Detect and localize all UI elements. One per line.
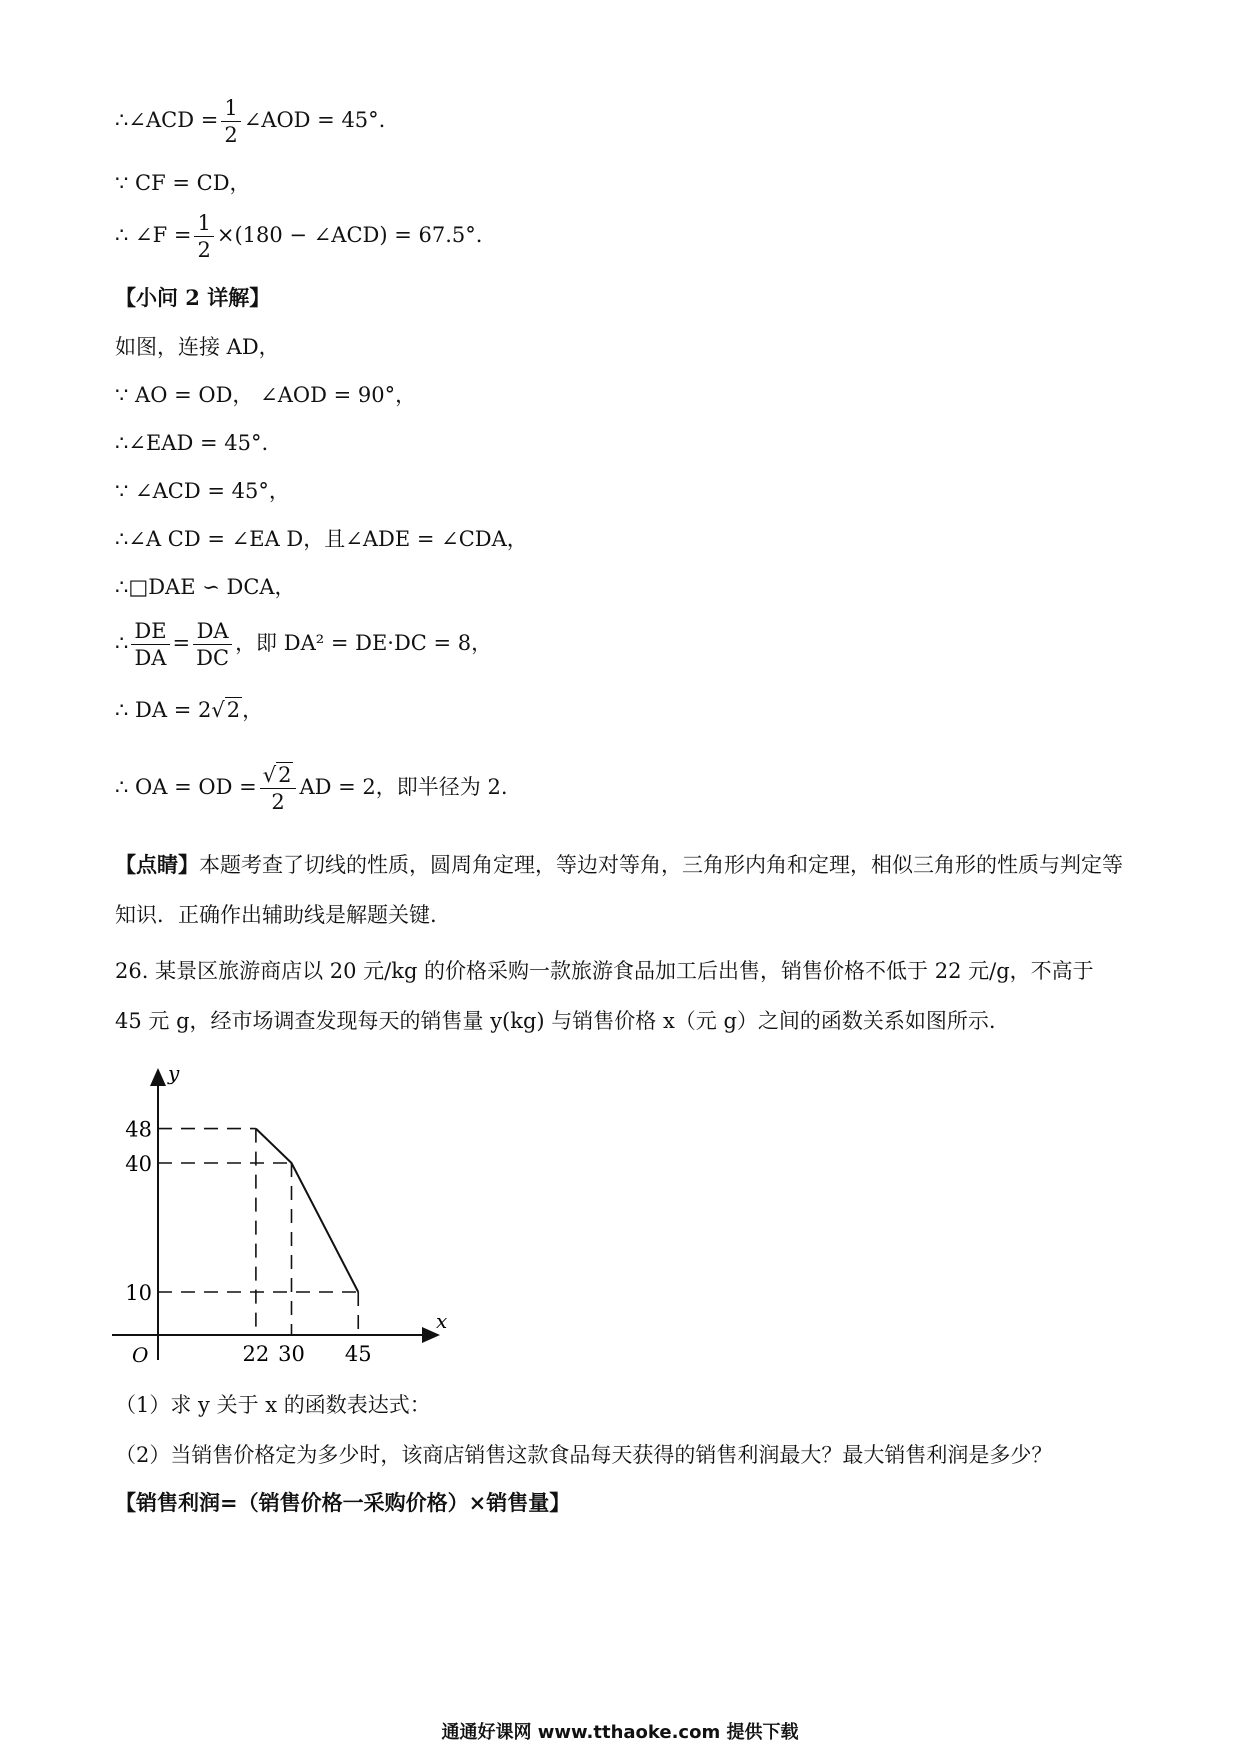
- question-1: （1）求 y 关于 x 的函数表达式：: [115, 1393, 431, 1417]
- fraction-one-half: $\frac{1}{2}$: [194, 210, 213, 263]
- section-heading-part2: 【小问 2 详解】: [115, 285, 271, 310]
- comment-paragraph: [115, 840, 1125, 940]
- question-2: （2）当销售价格定为多少时，该商店销售这款食品每天获得的销售利润最大？最大销售利润是多少？: [115, 1443, 1053, 1467]
- comment-label: 【点睛】: [115, 852, 199, 877]
- fraction-one-half: $\frac{1}{2}$: [221, 95, 240, 148]
- x-tick-label: 30: [278, 1342, 305, 1366]
- line-da-value: ∴ DA = 2√2，: [115, 695, 263, 725]
- line-ao-od: ∵ AO = OD， ∠AOD = 90°，: [115, 383, 417, 407]
- y-axis-label: y: [168, 1061, 180, 1085]
- line-angle-ead: ∴∠EAD = 45°.: [115, 431, 269, 455]
- line-cf-cd: ∵ CF = CD，: [115, 171, 251, 195]
- y-tick-label: 48: [125, 1117, 152, 1142]
- line-angle-equality: ∴∠A CD = ∠EA D，且∠ADE = ∠CDA，: [115, 527, 528, 551]
- problem-26-text: 26. 某景区旅游商店以 20 元/kg 的价格采购一款旅游食品加工后出售，销售价格不低于 22 元/g，不高于 45 元 g，经市场调查发现每天的销售量 y(kg) 与销售价格 x（元 g）之间的函数关系如图所示.: [115, 959, 1094, 1033]
- line-similar-triangles: ∴□DAE ∽ DCA，: [115, 575, 296, 599]
- line-angle-f: ∴ ∠F = $\frac{1}{2}$ ×(180 − ∠ACD) = 67.5°.: [115, 211, 483, 262]
- line-angle-acd: ∴∠ACD = $\frac{1}{2}$ ∠AOD = 45°.: [115, 96, 386, 147]
- line-angle-acd-45: ∵ ∠ACD = 45°，: [115, 479, 290, 503]
- origin-label: O: [132, 1343, 149, 1367]
- fraction-da-dc: $\frac{DA}{DC}$: [193, 618, 232, 671]
- y-tick-label: 40: [125, 1152, 152, 1176]
- fraction-sqrt2-over-2: $\frac{√2}{2}$: [260, 762, 297, 815]
- series-line: [256, 1129, 358, 1292]
- y-tick-label: 10: [125, 1281, 152, 1305]
- function-graph: [108, 1060, 468, 1380]
- comment-text: 本题考查了切线的性质，圆周角定理，等边对等角，三角形内角和定理，相似三角形的性质与判定等知识．正确作出辅助线是解题关键.: [115, 853, 1123, 927]
- sqrt-symbol: √2: [211, 698, 241, 722]
- fraction-de-da: $\frac{DE}{DA}$: [131, 618, 169, 671]
- x-tick-label: 45: [344, 1342, 372, 1366]
- line-radius: ∴ OA = OD = $\frac{√2}{2}$ AD = 2，即半径为 2.: [115, 763, 508, 814]
- line-ratio: ∴ $\frac{DE}{DA}$ = $\frac{DA}{DC}$ ，即 DA² = DE·DC = 8，: [115, 619, 493, 670]
- sqrt-symbol: √2: [262, 763, 292, 787]
- profit-note: 【销售利润=（销售价格一采购价格）×销售量】: [115, 1490, 571, 1515]
- x-axis-label: x: [436, 1309, 448, 1333]
- line-connect-ad: 如图，连接 AD，: [115, 335, 280, 359]
- page-footer: 通通好课网 www.tthaoke.com 提供下载: [441, 1722, 799, 1743]
- x-tick-label: 22: [242, 1342, 270, 1366]
